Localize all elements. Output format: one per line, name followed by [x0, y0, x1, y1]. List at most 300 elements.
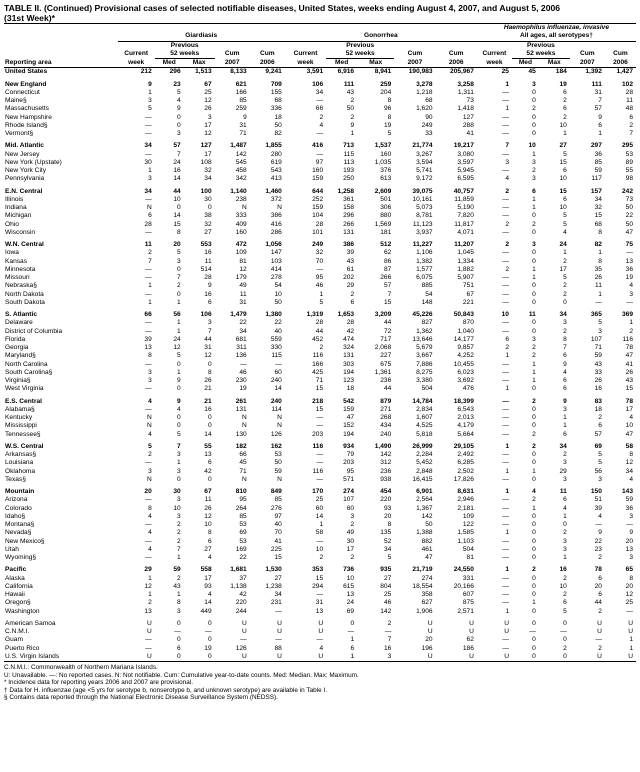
reporting-area-header: Reporting area [4, 59, 118, 68]
value-cell: 10 [501, 311, 509, 318]
value-cell: 53 [239, 521, 247, 528]
value-cell: 454 [380, 488, 392, 495]
previous-label: Previous [170, 41, 199, 49]
value-cell: 27 [204, 228, 212, 236]
value-cell: 0 [532, 422, 536, 430]
value-cell: 8,133 [230, 68, 247, 76]
y2007-col: 2007 [394, 59, 435, 68]
value-cell: — [145, 150, 152, 158]
value-cell: 1 [505, 467, 509, 475]
value-cell: 8 [387, 97, 392, 104]
value-cell: 0 [532, 607, 536, 615]
value-cell: — [595, 298, 602, 306]
value-cell: 42 [204, 467, 212, 475]
value-cell: 1 [176, 298, 181, 306]
table-row [4, 142, 636, 150]
value-cell: 934 [343, 442, 355, 450]
value-cell: — [145, 274, 152, 281]
value-cell: 9 [148, 80, 152, 88]
reporting-area-cell: Puerto Rico [5, 644, 40, 652]
value-cell: 449 [200, 607, 212, 615]
value-cell: — [502, 228, 509, 236]
value-cell: 11,207 [454, 241, 474, 248]
value-cell: — [316, 636, 324, 644]
table-row [4, 167, 636, 175]
value-cell: 1,653 [337, 311, 355, 318]
value-cell: 259 [380, 80, 392, 88]
value-cell: 44 [315, 327, 324, 335]
value-cell: 545 [235, 158, 247, 166]
value-cell: 476 [462, 385, 474, 393]
value-cell: — [316, 459, 324, 467]
value-cell: 1 [176, 459, 181, 467]
value-cell: — [502, 512, 509, 520]
table-row [4, 311, 636, 319]
value-cell: 3,258 [457, 80, 474, 88]
table-row [4, 620, 636, 628]
value-cell: 6 [598, 121, 602, 129]
reporting-area-cell: U.S. Virgin Islands [4, 653, 118, 662]
value-cell: 39 [346, 249, 355, 257]
footnotes [4, 664, 636, 702]
value-cell: 288 [462, 121, 474, 129]
value-cell: 240 [270, 377, 282, 384]
value-cell: 66 [239, 451, 247, 458]
value-cell: 69 [594, 442, 602, 450]
value-cell: 1,681 [230, 566, 247, 574]
value-cell: 2,834 [416, 405, 433, 413]
value-cell: 6 [598, 591, 602, 598]
value-cell: 5 [563, 274, 567, 281]
value-cell: — [145, 265, 152, 273]
value-cell: 6,595 [457, 175, 474, 183]
value-cell: 2 [532, 397, 536, 405]
value-cell: 114 [271, 405, 282, 413]
reporting-area-cell: California [5, 582, 33, 590]
value-cell: 4 [207, 554, 212, 561]
value-cell: 1 [629, 319, 633, 327]
value-cell: — [347, 628, 355, 635]
value-cell: — [502, 257, 509, 265]
value-cell: 2 [598, 554, 602, 561]
previous-label: Previous [346, 41, 375, 49]
value-cell: N [146, 204, 152, 211]
value-cell: 196 [421, 644, 433, 652]
value-cell: 11,123 [412, 220, 433, 228]
value-cell: 8 [207, 368, 212, 376]
value-cell: 5 [176, 249, 181, 257]
reporting-area-cell: Nebraska§ [5, 282, 37, 290]
value-cell: 3 [563, 537, 567, 545]
value-cell: — [145, 113, 152, 121]
value-cell: 361 [343, 195, 355, 203]
value-cell: 1 [505, 488, 509, 495]
value-cell: 3 [532, 80, 536, 88]
table-row [4, 369, 636, 377]
table-row [4, 468, 636, 476]
med-col: Med [155, 59, 184, 68]
value-cell: 69 [239, 529, 247, 537]
value-cell: 240 [270, 397, 282, 405]
value-cell: 14 [204, 430, 212, 438]
value-cell: — [502, 377, 509, 384]
value-cell: 31 [315, 599, 324, 607]
value-cell: 101 [312, 228, 324, 236]
value-cell: 1 [532, 274, 536, 281]
value-cell: 0 [532, 545, 536, 553]
value-cell: 2 [598, 414, 602, 421]
value-cell: 72 [383, 327, 392, 335]
reporting-area-cell: Florida [5, 335, 26, 343]
value-cell: 9,857 [457, 344, 474, 351]
value-cell: 2 [563, 113, 567, 121]
value-cell: 26 [594, 377, 602, 384]
value-cell: 10 [528, 142, 536, 150]
value-cell: 827 [421, 319, 433, 327]
value-cell: 12 [144, 582, 152, 590]
weeks-label: 52 weeks [326, 50, 394, 59]
value-cell: 71 [315, 377, 324, 384]
table-row [4, 89, 636, 97]
value-cell: 8 [629, 574, 633, 582]
value-cell: 71 [239, 130, 247, 137]
value-cell: 39 [144, 335, 152, 343]
value-cell: 34 [204, 175, 212, 183]
value-cell: 22 [239, 554, 247, 561]
value-cell: 78 [594, 566, 602, 574]
value-cell: 324 [343, 344, 355, 351]
value-cell: 713 [343, 142, 355, 150]
value-cell: 0 [532, 554, 536, 561]
value-cell: 2 [629, 121, 633, 129]
reporting-area-cell: C.N.M.I. [5, 628, 30, 635]
value-cell: 15 [315, 405, 324, 413]
value-cell: 2 [319, 113, 324, 121]
value-cell: 111 [343, 80, 355, 88]
value-cell: 17 [625, 405, 633, 413]
value-cell: U [570, 653, 605, 662]
footnote: C.N.M.I.: Commonwealth of Northern Mariana Islands. [4, 664, 158, 671]
value-cell: 73 [625, 195, 633, 203]
value-cell: — [240, 360, 247, 368]
table-row [4, 159, 636, 167]
title-line-1: TABLE II. (Continued) Provisional cases of selected notifiable diseases, United States, weeks ending August 4, 2007, and August 5, 2006 [4, 3, 561, 13]
disease-table [4, 23, 636, 662]
value-cell: — [316, 265, 324, 273]
table-row [4, 377, 636, 385]
value-cell: 55 [204, 442, 212, 450]
value-cell: 386 [270, 212, 282, 220]
reporting-area-cell: Virginia§ [5, 377, 31, 384]
value-cell: 50,843 [453, 311, 474, 318]
value-cell: 28 [144, 220, 152, 228]
value-cell: 458 [235, 167, 247, 174]
value-cell: 5,190 [457, 204, 474, 211]
value-cell: 44 [383, 319, 392, 327]
value-cell: 333 [235, 212, 247, 220]
value-cell: 0 [176, 475, 181, 483]
value-cell: 204 [380, 88, 392, 96]
value-cell: 0 [176, 265, 181, 273]
value-cell: 2,502 [457, 467, 474, 475]
value-cell: 61 [346, 265, 355, 273]
table-title [4, 3, 636, 23]
value-cell: 1 [176, 327, 181, 335]
value-cell: 3 [176, 257, 181, 265]
value-cell: 10 [559, 204, 567, 211]
value-cell: 8 [563, 335, 567, 343]
value-cell: 148 [421, 298, 433, 306]
value-cell: 2,848 [416, 467, 433, 475]
value-cell: 14 [173, 212, 181, 220]
value-cell: 30 [346, 537, 355, 545]
value-cell: 29 [559, 467, 567, 475]
med-col: Med [512, 59, 539, 68]
value-cell: 102 [621, 80, 633, 88]
value-cell: 4 [148, 430, 152, 438]
value-cell: 27 [274, 574, 282, 582]
reporting-area-cell: Hawaii [5, 591, 25, 598]
value-cell: 717 [380, 335, 392, 343]
value-cell: 409 [235, 220, 247, 228]
value-cell: 1,607 [416, 414, 433, 421]
value-cell: 53 [625, 150, 633, 158]
value-cell: 36 [625, 265, 633, 273]
value-cell: U [146, 628, 152, 635]
value-cell: — [275, 636, 282, 644]
value-cell: 59 [594, 352, 602, 360]
value-cell: 67 [204, 80, 212, 88]
value-cell: 0 [532, 537, 536, 545]
value-cell: 2 [505, 220, 509, 228]
value-cell: 22 [625, 212, 633, 220]
value-cell: 938 [380, 475, 392, 483]
value-cell: 2 [532, 344, 536, 351]
value-cell: 55 [625, 167, 633, 174]
value-cell: 85 [239, 512, 247, 520]
value-cell: 5 [148, 442, 152, 450]
value-cell: 0 [532, 327, 536, 335]
value-cell: 181 [380, 228, 392, 236]
value-cell: 1 [505, 607, 509, 615]
value-cell: 6 [505, 335, 509, 343]
table-row [4, 249, 636, 257]
value-cell: 1 [505, 529, 509, 537]
value-cell: 193 [343, 167, 355, 174]
value-cell: 0 [207, 204, 212, 211]
value-cell: 6 [563, 88, 567, 96]
value-cell: 2 [563, 290, 567, 298]
value-cell: 2 [505, 265, 509, 273]
value-cell: 85 [239, 97, 247, 104]
value-cell: 3 [176, 607, 181, 615]
table-row [4, 68, 636, 77]
value-cell: 31 [239, 298, 247, 306]
value-cell: 286 [270, 228, 282, 236]
value-cell: 1 [176, 591, 181, 598]
value-cell: 8 [598, 228, 602, 236]
table-row [4, 105, 636, 113]
reporting-area-cell: Missouri [5, 274, 30, 281]
value-cell: — [502, 644, 509, 652]
value-cell: 870 [462, 319, 474, 327]
reporting-area-cell: New Hampshire [5, 113, 52, 121]
value-cell: 58 [315, 529, 324, 537]
reporting-area-cell: Illinois [5, 195, 24, 203]
value-cell: 1 [532, 360, 536, 368]
value-cell: 18,554 [412, 582, 433, 590]
value-cell: 15 [173, 220, 181, 228]
footnote: * Incidence data for reporting years 2006 and 2007 are provisional. [4, 679, 194, 687]
value-cell: 14,177 [453, 335, 474, 343]
value-cell: — [502, 636, 509, 644]
value-cell: 15 [625, 385, 633, 393]
value-cell: 621 [235, 80, 247, 88]
value-cell: 42 [239, 591, 247, 598]
value-cell: — [626, 521, 633, 528]
value-cell: 6 [629, 113, 633, 121]
value-cell: 59 [594, 167, 602, 174]
value-cell: 50 [625, 220, 633, 228]
value-cell: 0 [176, 204, 181, 211]
value-cell: 278 [270, 274, 282, 281]
reporting-area-cell: E.S. Central [5, 397, 43, 405]
value-cell: 116 [312, 352, 324, 360]
value-cell: 9 [243, 113, 247, 121]
value-cell: 11 [626, 97, 633, 104]
value-cell: 32 [594, 204, 602, 211]
value-cell: 2 [350, 113, 355, 121]
value-cell: N [146, 475, 152, 483]
value-cell: 11,817 [454, 220, 474, 228]
value-cell: 39,075 [412, 187, 433, 195]
value-cell: 474 [343, 335, 355, 343]
value-cell: U [469, 628, 474, 635]
value-cell: 57 [173, 142, 181, 150]
reporting-area-cell: Mississippi [5, 422, 37, 430]
value-cell: 2 [563, 529, 567, 537]
value-cell: 504 [421, 385, 433, 393]
value-cell: 15 [594, 212, 602, 220]
table-row [4, 212, 636, 220]
value-cell: 16 [173, 167, 181, 174]
value-cell: — [502, 319, 509, 327]
value-cell: 41 [466, 130, 474, 137]
value-cell: U [277, 619, 282, 627]
value-cell: — [502, 459, 509, 467]
value-cell: 81 [239, 257, 247, 265]
value-cell: 52 [383, 537, 392, 545]
cum-label: Cum [448, 50, 464, 57]
value-cell: 5 [176, 88, 181, 96]
reporting-area-cell: United States [5, 68, 48, 76]
value-cell: 54 [425, 290, 433, 298]
reporting-area-cell: Oregon§ [5, 599, 31, 607]
value-cell: 25 [501, 68, 509, 76]
value-cell: 386 [343, 241, 355, 248]
value-cell: 5,073 [416, 204, 433, 211]
value-cell: 14 [204, 599, 212, 607]
value-cell: 43 [346, 257, 355, 265]
value-cell: 0 [176, 414, 181, 421]
value-cell: 5 [563, 150, 567, 158]
value-cell: 376 [380, 167, 392, 174]
value-cell: 6 [563, 377, 567, 384]
value-cell: 57 [594, 105, 602, 113]
value-cell: 5 [176, 352, 181, 360]
value-cell: 416 [312, 142, 324, 150]
value-cell: 59 [625, 496, 633, 504]
table-row [4, 221, 636, 229]
value-cell: 1,427 [616, 68, 633, 76]
value-cell: 47 [346, 414, 355, 421]
value-cell: 34 [315, 88, 324, 96]
value-cell: 27 [559, 142, 567, 150]
value-cell: 2 [387, 619, 392, 627]
value-cell: 34 [559, 442, 567, 450]
value-cell: 179 [235, 274, 247, 281]
value-cell: 3 [629, 290, 633, 298]
value-cell: U [394, 653, 435, 662]
value-cell: 109 [235, 249, 247, 257]
table-row [4, 328, 636, 336]
value-cell: 0 [184, 653, 215, 662]
value-cell: 88 [274, 644, 282, 652]
value-cell: 4 [532, 488, 536, 495]
value-cell: — [316, 414, 324, 421]
cum-label: Cum [580, 50, 595, 57]
value-cell: — [316, 150, 324, 158]
value-cell: 127 [462, 113, 474, 121]
value-cell: 68 [594, 220, 602, 228]
value-cell: 130 [235, 430, 247, 438]
value-cell: 48 [625, 105, 633, 113]
value-cell: 0 [532, 257, 536, 265]
value-cell: 1,513 [195, 68, 212, 76]
value-cell: 28 [346, 319, 355, 327]
value-cell: — [502, 521, 509, 528]
value-cell: 472 [235, 241, 247, 248]
value-cell: 2 [563, 282, 567, 290]
value-cell: 7 [387, 636, 392, 644]
table-row [4, 352, 636, 360]
value-cell: 53 [239, 537, 247, 545]
value-cell: 203 [343, 459, 355, 467]
value-cell: 97 [274, 512, 282, 520]
y2006-col: 2006 [436, 59, 477, 68]
value-cell: — [502, 282, 509, 290]
value-cell: U [628, 628, 633, 635]
value-cell: 271 [380, 405, 392, 413]
value-cell: 1 [319, 521, 324, 528]
value-cell: 49 [346, 529, 355, 537]
value-cell: 23 [594, 545, 602, 553]
reporting-area-cell: Idaho§ [5, 512, 26, 520]
value-cell: 13,646 [412, 335, 433, 343]
value-cell: 26 [204, 504, 212, 512]
value-cell: 33 [594, 368, 602, 376]
value-cell: 78 [625, 397, 633, 405]
value-cell: 60 [315, 504, 324, 512]
table-row [4, 398, 636, 406]
value-cell: 2,946 [457, 496, 474, 504]
value-cell: 425 [312, 368, 324, 376]
value-cell: 13 [144, 607, 152, 615]
value-cell: 45 [239, 459, 247, 467]
table-row [4, 488, 636, 496]
value-cell: 7 [207, 327, 212, 335]
value-cell: 227 [380, 352, 392, 360]
